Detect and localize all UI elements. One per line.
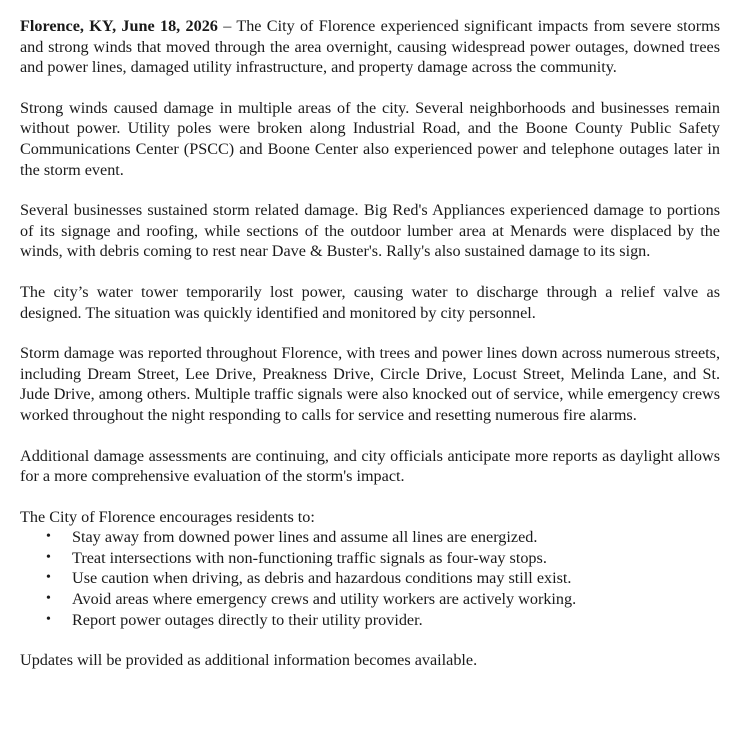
list-item [20,610,720,631]
dateline-separator: – [217,17,237,35]
list-item [20,527,720,548]
paragraph-assessments: Additional damage assessments are continuing, and city officials anticipate more reports as daylight allows for a more comprehensive evaluation of the storm's impact. [20,446,720,486]
lead-text: The City of Florence experienced significant impacts from severe storms and strong winds that moved through the area overnight, causing widespread power outages, downed trees and power lines, damaged utility infrastructure, and property damage across the community. [20,17,720,77]
list-item-text: Use caution when driving, as debris and hazardous conditions may still exist. [72,569,572,588]
bullet-icon: • [46,529,51,545]
bullet-icon: • [46,570,51,586]
bullet-icon: • [46,549,51,565]
safety-tips-list [20,527,720,630]
list-item-text: Report power outages directly to their utility provider. [72,610,423,629]
list-item-text: Avoid areas where emergency crews and utility workers are actively working. [72,590,577,609]
paragraph-water-tower: The city’s water tower temporarily lost power, causing water to discharge through a relief valve as designed. The situation was quickly identified and monitored by city personnel. [20,282,720,322]
paragraph-utility-damage: Strong winds caused damage in multiple areas of the city. Several neighborhoods and businesses remain without power. Utility poles were broken along Industrial Road, and the Boone County Public Safety Communications Center (PSCC) and Boone Center also experienced power and telephone outages later in the storm event. [20,98,720,179]
lead-paragraph [20,16,720,78]
bullet-icon: • [46,611,51,627]
list-item-text: Stay away from downed power lines and assume all lines are energized. [72,528,538,547]
paragraph-street-damage: Storm damage was reported throughout Florence, with trees and power lines down across numerous streets, including Dream Street, Lee Drive, Preakness Drive, Circle Drive, Locust Street, Melinda Lane, and St. Jude Drive, among others. Multiple traffic signals were also knocked out of service, while emergency crews worked throughout the night responding to calls for service and resetting numerous fire alarms. [20,344,720,424]
list-item [20,589,720,610]
closing-paragraph: Updates will be provided as additional information becomes available. [20,651,478,670]
press-release [20,16,720,691]
list-item [20,548,720,569]
bullet-icon: • [46,591,51,607]
list-intro: The City of Florence encourages residents to: [20,507,315,526]
list-item [20,568,720,589]
dateline: Florence, KY, June 18, 2026 [20,17,218,35]
paragraph-business-damage: Several businesses sustained storm related damage. Big Red's Appliances experienced damage to portions of its signage and roofing, while sections of the outdoor lumber area at Menards were displaced by the winds, with debris coming to rest near Dave & Buster's. Rally's also sustained damage to its sign. [20,201,720,261]
list-item-text: Treat intersections with non-functioning traffic signals as four-way stops. [72,548,547,567]
